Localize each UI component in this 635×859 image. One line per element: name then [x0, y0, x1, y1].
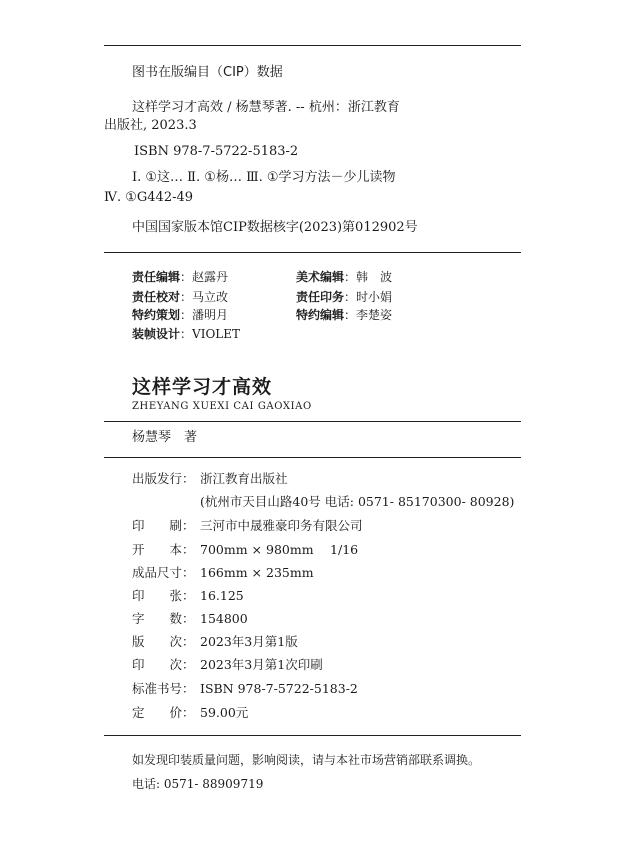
pub-row — [132, 588, 244, 604]
book-title-pinyin: ZHEYANG XUEXI CAI GAOXIAO — [132, 401, 312, 412]
staff-role: 责任印务 — [296, 290, 345, 304]
cip-entry-line-2: 出版社, 2023.3 — [104, 118, 197, 133]
pub-row — [132, 542, 358, 558]
cip-subject-line-2: Ⅳ. ①G442-49 — [104, 190, 194, 205]
pub-key: 印 刷： — [132, 518, 195, 533]
staff-role: 装帧设计 — [132, 327, 181, 341]
pub-key: 版 次： — [132, 634, 195, 649]
pub-row — [132, 681, 358, 697]
cip-subject-line-1: Ⅰ. ①这… Ⅱ. ①杨… Ⅲ. ①学习方法－少儿读物 — [132, 170, 396, 185]
staff-item: 装帧设计：VIOLET — [132, 327, 241, 341]
cip-divider — [104, 252, 521, 253]
cip-entry-line-1: 这样学习才高效 / 杨慧琴著. -- 杭州：浙江教育 — [132, 100, 400, 115]
staff-item: 美术编辑：韩 波 — [296, 270, 393, 284]
pub-key: 印 次： — [132, 657, 195, 672]
pub-value: 700mm × 980mm 1/16 — [200, 542, 359, 557]
book-author: 杨慧琴 著 — [132, 430, 198, 445]
pub-value: 三河市中晟雅豪印务有限公司 — [200, 518, 363, 533]
pub-key: 成品尺寸： — [132, 565, 195, 580]
notice-phone: 电话: 0571- 88909719 — [132, 777, 264, 791]
staff-name: 赵露丹 — [192, 270, 229, 284]
staff-item: 责任校对：马立改 — [132, 290, 229, 304]
pub-value: 2023年3月第1次印刷 — [200, 657, 323, 672]
staff-role: 美术编辑 — [296, 270, 345, 284]
staff-name: 马立改 — [192, 290, 229, 304]
cip-heading: 图书在版编目（CIP）数据 — [132, 65, 283, 80]
bottom-rule — [104, 735, 521, 736]
staff-name: VIOLET — [192, 327, 241, 341]
staff-role: 特约编辑 — [296, 308, 345, 322]
staff-item: 特约编辑：李楚姿 — [296, 308, 393, 322]
pub-key: 印 张： — [132, 588, 195, 603]
cip-record-number: 中国国家版本馆CIP数据核字(2023)第012902号 — [132, 220, 418, 235]
staff-item: 特约策划：潘明月 — [132, 308, 229, 322]
pub-row — [132, 471, 288, 487]
cip-isbn: ISBN 978-7-5722-5183-2 — [134, 144, 299, 159]
pub-row — [132, 565, 314, 581]
title-divider — [104, 421, 521, 422]
pub-key: 定 价： — [132, 705, 195, 720]
staff-role: 责任编辑 — [132, 270, 181, 284]
book-title: 这样学习才高效 — [132, 376, 273, 398]
staff-name: 李楚姿 — [356, 308, 393, 322]
pub-key: 字 数： — [132, 611, 195, 626]
pub-value: ISBN 978-7-5722-5183-2 — [200, 681, 358, 696]
pub-value: 154800 — [200, 611, 248, 626]
pub-row — [132, 705, 248, 721]
staff-role: 责任校对 — [132, 290, 181, 304]
pub-key: 开 本： — [132, 542, 195, 557]
staff-item: 责任印务：时小娟 — [296, 290, 393, 304]
pub-row — [132, 657, 323, 673]
pub-row — [132, 518, 363, 534]
pub-value: 59.00元 — [200, 705, 249, 720]
pub-value: 166mm × 235mm — [200, 565, 314, 580]
staff-name: 潘明月 — [192, 308, 229, 322]
staff-name: 时小娟 — [356, 290, 393, 304]
top-rule — [104, 45, 521, 46]
pub-value: 浙江教育出版社 — [200, 471, 288, 486]
pub-row — [200, 494, 514, 510]
pub-value: 2023年3月第1版 — [200, 634, 298, 649]
staff-item: 责任编辑：赵露丹 — [132, 270, 229, 284]
quality-notice: 如发现印装质量问题，影响阅读，请与本社市场营销部联系调换。 — [132, 753, 481, 767]
pub-row — [132, 611, 248, 627]
author-divider — [104, 457, 521, 458]
pub-key: 标准书号： — [132, 681, 195, 696]
pub-key: 出版发行： — [132, 471, 195, 486]
pub-value: (杭州市天目山路40号 电话: 0571- 85170300- 80928) — [200, 494, 515, 509]
pub-value: 16.125 — [200, 588, 244, 603]
staff-role: 特约策划 — [132, 308, 181, 322]
pub-row — [132, 634, 298, 650]
staff-name: 韩 波 — [356, 270, 393, 284]
